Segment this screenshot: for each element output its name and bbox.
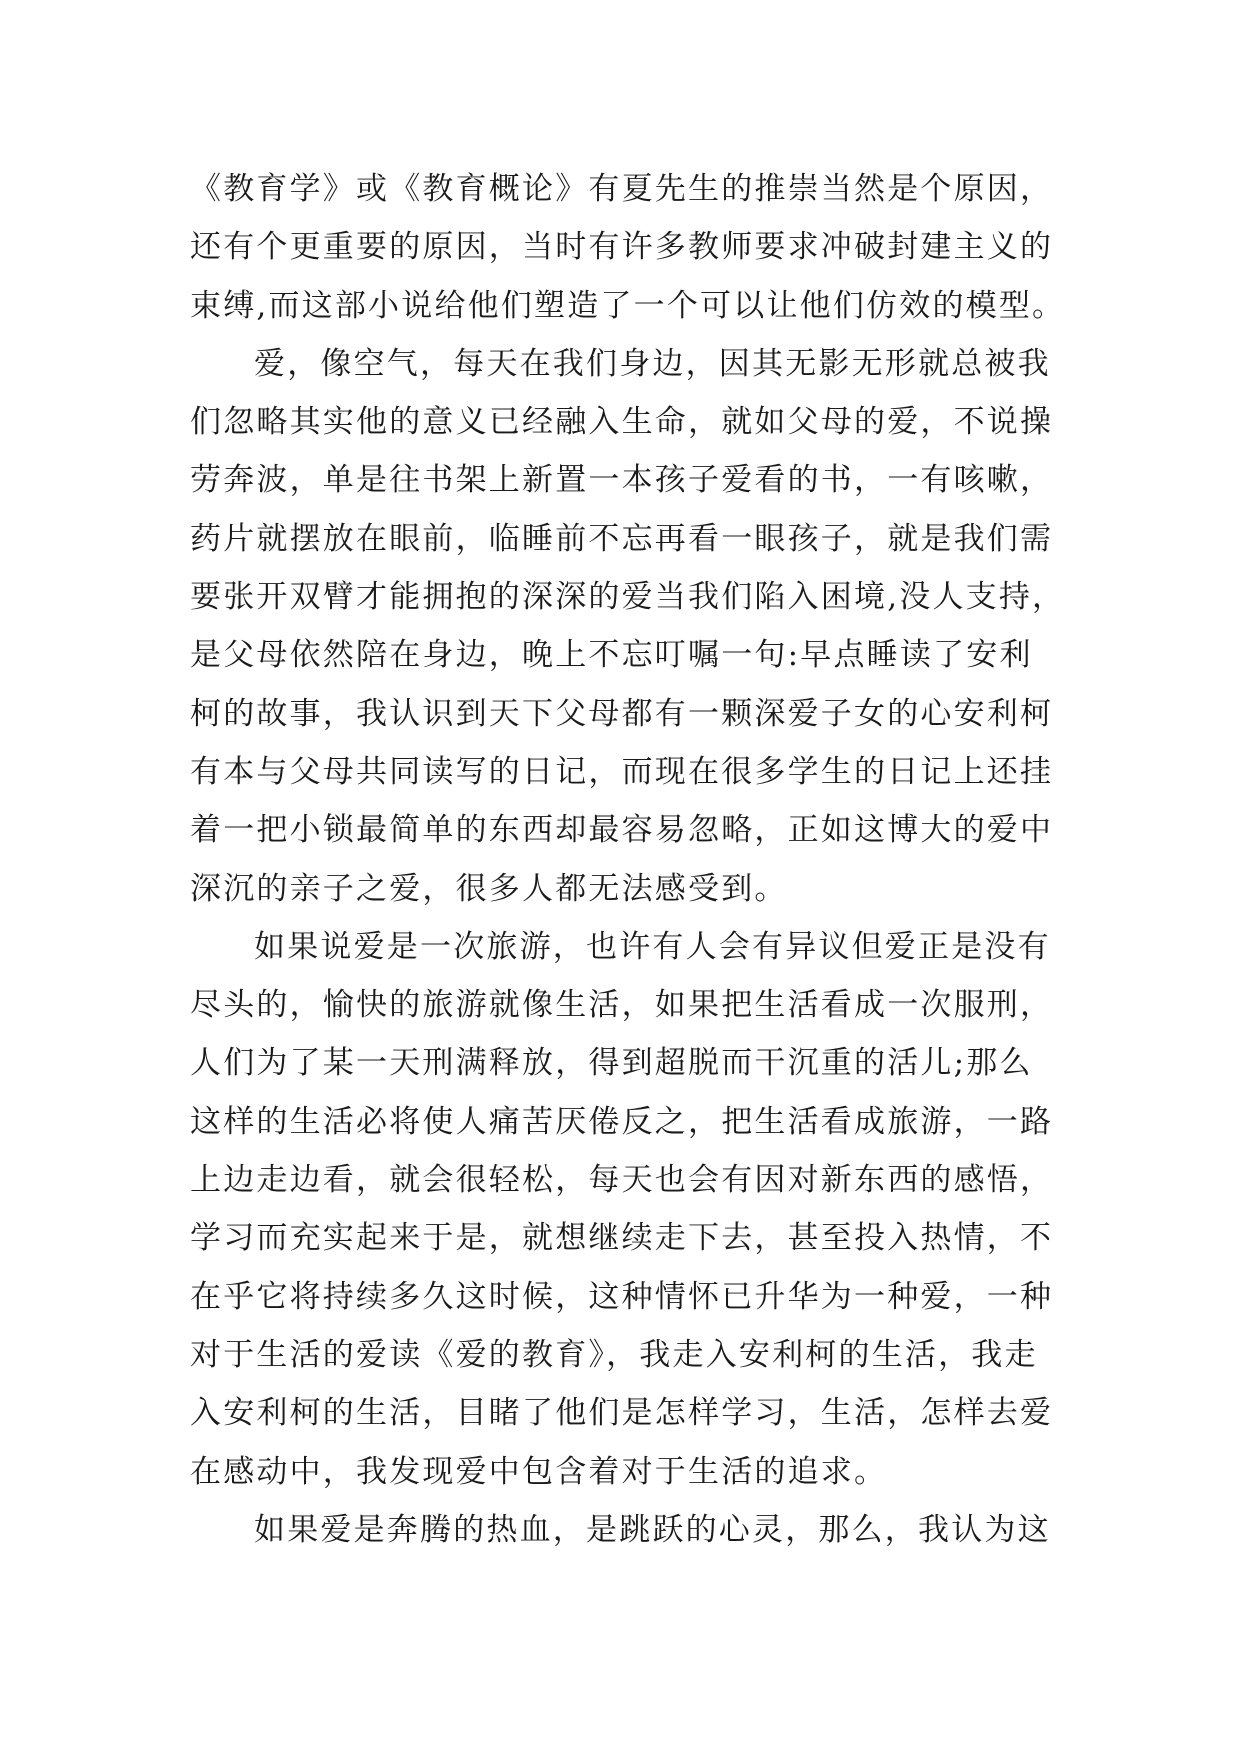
text-line: 尽头的，愉快的旅游就像生活，如果把生活看成一次服刑， — [190, 987, 1054, 1024]
text-line: 有本与父母共同读写的日记，而现在很多学生的日记上还挂 — [190, 753, 1054, 790]
text-line: 要张开双臂才能拥抱的深深的爱当我们陷入困境,没人支持， — [190, 579, 1066, 616]
text-line: 劳奔波，单是往书架上新置一本孩子爱看的书，一有咳嗽， — [190, 462, 1054, 499]
text-line: 上边走边看，就会很轻松，每天也会有因对新东西的感悟， — [190, 1162, 1054, 1199]
text-line: 学习而充实起来于是，就想继续走下去，甚至投入热情，不 — [190, 1220, 1054, 1257]
text-line: 在乎它将持续多久这时候，这种情怀已升华为一种爱，一种 — [190, 1278, 1054, 1315]
paragraph-first-line: 爱，像空气，每天在我们身边，因其无影无形就总被我 — [254, 345, 1051, 382]
text-line: 《教育学》或《教育概论》有夏先生的推崇当然是个原因， — [190, 171, 1054, 207]
text-line: 药片就摆放在眼前，临睡前不忘再看一眼孩子，就是我们需 — [190, 520, 1054, 557]
text-line: 这样的生活必将使人痛苦厌倦反之，把生活看成旅游，一路 — [190, 1103, 1054, 1140]
body-text — [190, 160, 1070, 1559]
paragraph-first-line: 如果爱是奔腾的热血，是跳跃的心灵，那么，我认为这 — [254, 1511, 1051, 1548]
text-line: 对于生活的爱读《爱的教育》，我走入安利柯的生活，我走 — [190, 1336, 1038, 1373]
text-line: 着一把小锁最简单的东西却最容易忽略，正如这博大的爱中 — [190, 812, 1054, 849]
paragraph-first-line: 如果说爱是一次旅游，也许有人会有异议但爱正是没有 — [254, 928, 1051, 965]
text-line: 是父母依然陪在身边，晚上不忘叮嘱一句:早点睡读了安利 — [190, 637, 1033, 674]
text-line: 人们为了某一天刑满释放，得到超脱而干沉重的活儿;那么 — [190, 1045, 1033, 1082]
text-line: 深沉的亲子之爱，很多人都无法感受到。 — [190, 870, 788, 907]
text-line: 柯的故事，我认识到天下父母都有一颗深爱子女的心安利柯 — [190, 695, 1054, 732]
text-line: 在感动中，我发现爱中包含着对于生活的追求。 — [190, 1453, 888, 1490]
text-line: 束缚,而这部小说给他们塑造了一个可以让他们仿效的模型。 — [190, 287, 1066, 324]
text-line: 入安利柯的生活，目睹了他们是怎样学习，生活，怎样去爱 — [190, 1395, 1054, 1432]
text-line: 还有个更重要的原因，当时有许多教师要求冲破封建主义的 — [190, 229, 1054, 266]
text-line: 们忽略其实他的意义已经融入生命，就如父母的爱，不说操 — [190, 404, 1054, 441]
